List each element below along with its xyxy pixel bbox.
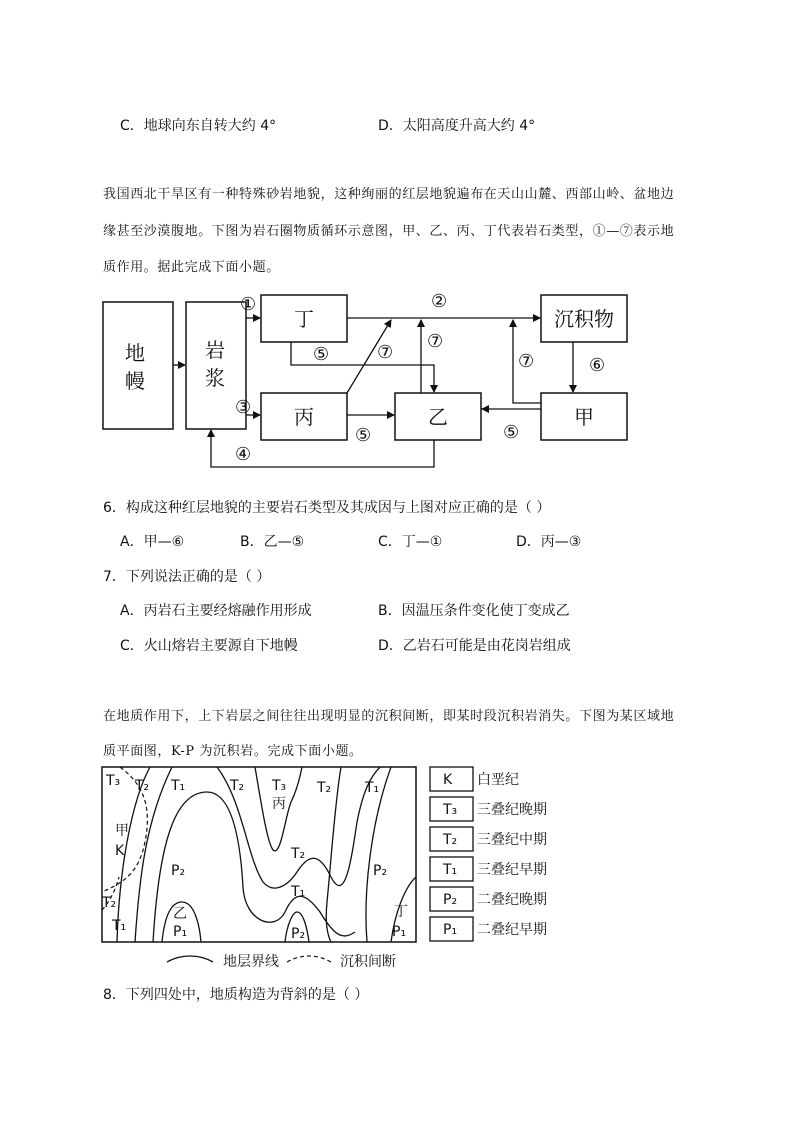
legend-name: 白垩纪: [477, 772, 519, 788]
geologic-map: [95, 762, 575, 977]
q7-option-c: C．火山熔岩主要源自下地幔: [120, 638, 298, 654]
process-7-jia: ⑦: [518, 351, 535, 372]
map-label: 乙: [173, 906, 187, 922]
mantle-label-2: 幔: [125, 369, 145, 393]
passage2-line1: 在地质作用下，上下岩层之间往往出现明显的沉积间断，即某时段沉积岩消失。下图为某区域地: [103, 709, 675, 724]
q5-option-d: D．太阳高度升高大约 4°: [378, 118, 536, 134]
legend-code: P₂: [443, 892, 458, 908]
map-label: P₁: [173, 924, 188, 940]
map-label: 甲: [115, 823, 129, 839]
map-label: 丙: [272, 796, 286, 812]
map-label: T₂: [230, 778, 245, 794]
process-7-yi: ⑦: [427, 331, 444, 352]
mantle-label-1: 地: [125, 341, 145, 365]
q5-option-c: C．地球向东自转大约 4°: [120, 118, 277, 134]
legend-code: T₂: [443, 832, 458, 848]
ding-label: 丁: [294, 307, 314, 331]
passage2-line2: 质平面图，K-P 为沉积岩。完成下面小题。: [103, 744, 363, 759]
map-label: P₂: [171, 863, 186, 879]
bing-label: 丙: [294, 405, 314, 429]
q6-stem: 6．构成这种红层地貌的主要岩石类型及其成因与上图对应正确的是（ ）: [103, 500, 551, 516]
legend-name: 三叠纪中期: [477, 832, 547, 848]
legend-code: T₃: [443, 802, 458, 818]
process-5-ding: ⑤: [313, 344, 330, 365]
q6-option-d: D．丙—③: [516, 534, 582, 550]
sediment-label: 沉积物: [554, 307, 614, 331]
map-label: T₂: [291, 846, 306, 862]
q8-stem: 8．下列四处中，地质构造为背斜的是（ ）: [103, 987, 369, 1003]
map-label: T₁: [171, 778, 186, 794]
magma-label-1: 岩: [205, 338, 225, 362]
q7-stem: 7．下列说法正确的是（ ）: [103, 569, 271, 585]
mantle-box: [103, 302, 173, 429]
legend-gap-label: 沉积间断: [340, 954, 396, 970]
passage1-line2: 缘甚至沙漠腹地。下图为岩石圈物质循环示意图，甲、乙、丙、丁代表岩石类型，①—⑦表示地: [103, 224, 675, 239]
legend-boundary-line: [167, 956, 213, 962]
map-label: T₁: [365, 780, 380, 796]
map-label: T₁: [291, 884, 306, 900]
legend-name: 二叠纪晚期: [477, 892, 547, 908]
process-7-bing: ⑦: [377, 342, 394, 363]
process-6: ⑥: [589, 355, 606, 376]
map-label: 丁: [394, 904, 408, 920]
yi-label: 乙: [428, 405, 448, 429]
rock-cycle-diagram: [95, 285, 640, 475]
map-label: T₃: [272, 778, 287, 794]
process-1: ①: [240, 294, 257, 315]
process-4: ④: [235, 444, 252, 465]
map-label: T₂: [317, 780, 332, 796]
map-label: T₃: [106, 773, 121, 789]
legend-code: T₁: [443, 862, 458, 878]
q6-option-a: A．甲—⑥: [120, 534, 185, 550]
map-label: P₂: [291, 926, 306, 942]
process-5-jia: ⑤: [503, 422, 520, 443]
q7-option-d: D．乙岩石可能是由花岗岩组成: [378, 638, 571, 654]
passage1-line1: 我国西北干旱区有一种特殊砂岩地貌，这种绚丽的红层地貌遍布在天山山麓、西部山岭、盆地边: [103, 187, 675, 202]
q7-option-b: B．因温压条件变化使丁变成乙: [378, 603, 570, 619]
legend-name: 三叠纪晚期: [477, 802, 547, 818]
legend-name: 三叠纪早期: [477, 862, 547, 878]
process-3: ③: [235, 397, 252, 418]
map-label: T₂: [135, 778, 150, 794]
map-label: K: [115, 843, 125, 859]
legend-boundary-label: 地层界线: [223, 954, 279, 970]
jia-label: 甲: [574, 405, 594, 429]
magma-label-2: 浆: [205, 366, 225, 390]
legend-gap-line: [287, 956, 331, 962]
process-2: ②: [431, 291, 448, 312]
passage1-line3: 质作用。据此完成下面小题。: [103, 260, 280, 275]
map-label: P₁: [392, 924, 407, 940]
process-5-bing: ⑤: [355, 425, 372, 446]
legend-name: 二叠纪早期: [477, 922, 547, 938]
map-label: P₂: [373, 863, 388, 879]
map-label: T₂: [102, 895, 117, 911]
q6-option-c: C．丁—①: [378, 534, 443, 550]
legend-code: K: [443, 772, 453, 788]
legend-code: P₁: [443, 922, 458, 938]
q7-option-a: A．丙岩石主要经熔融作用形成: [120, 603, 312, 619]
map-label: T₁: [112, 918, 127, 934]
q6-option-b: B．乙—⑤: [240, 534, 305, 550]
